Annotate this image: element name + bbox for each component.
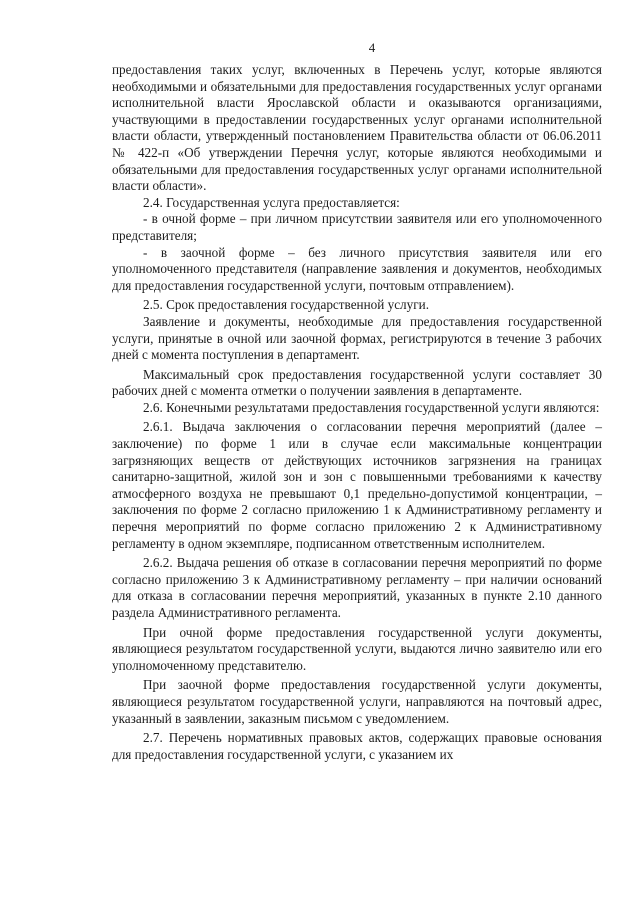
paragraph-2-6: 2.6. Конечными результатами предоставления государственной услуги являются:	[143, 399, 600, 415]
paragraph-remote-form: - в заочной форме – без личного присутствия заявителя или его уполномоченного представителя (направление заявления и документов, необходимых для предоставления государственной услуги, почтовым отправлением).	[112, 244, 602, 293]
paragraph-continuation: предоставления таких услуг, включенных в Перечень услуг, которые являются необходимыми и обязательными для предоставления государственных услуг органами исполнительной власти Ярославской области и оказываются организациями, участвующими в предоставлении государственных услуг органами исполнительной власти области, утвержденный постановлением Правительства области от 06.06.2011 № 422-п «Об утверждении Перечня услуг, которые являются необходимыми и обязательными для предоставления государственных услуг органами исполнительной власти области».	[112, 62, 602, 194]
paragraph-2-6-1: 2.6.1. Выдача заключения о согласовании перечня мероприятий (далее – заключение) по форме 1 или в случае если максимальные концентрации загрязняющих веществ от действующих источников загрязнения на границах санитарно-защитной, жилой зон и зон с повышенными требованиями к качеству атмосферного воздуха не превышают 0,1 предельно-допустимой концентрации, – заключения по форме 2 согласно приложению 1 к Административному регламенту и перечня мероприятий по форме согласно приложению 2 к Административному регламенту в одном экземпляре, подписанном ответственным исполнителем.	[112, 419, 602, 551]
paragraph-remote-result: При заочной форме предоставления государственной услуги документы, являющиеся результатом государственной услуги, направляются на почтовый адрес, указанный в заявлении, заказным письмом с уведомлением.	[112, 677, 602, 726]
paragraph-registration: Заявление и документы, необходимые для предоставления государственной услуги, принятые в очной или заочной формах, регистрируются в течение 3 рабочих дней с момента поступления в департамент.	[112, 313, 602, 363]
paragraph-2-5: 2.5. Срок предоставления государственной услуги.	[143, 297, 429, 313]
paragraph-2-6-2: 2.6.2. Выдача решения об отказе в согласовании перечня мероприятий по форме согласно приложению 3 к Административному регламенту – при наличии оснований для отказа в согласовании перечня мероприятий, указанных в пункте 2.10 данного раздела Административного регламента.	[112, 555, 602, 620]
document-body	[112, 62, 602, 763]
paragraph-2-7: 2.7. Перечень нормативных правовых актов, содержащих правовые основания для предоставления государственной услуги, с указанием их	[112, 730, 602, 762]
paragraph-2-4: 2.4. Государственная услуга предоставляется:	[143, 194, 400, 210]
paragraph-in-person-form: - в очной форме – при личном присутствии заявителя или его уполномоченного представителя;	[112, 211, 602, 243]
paragraph-max-term: Максимальный срок предоставления государственной услуги составляет 30 рабочих дней с момента отметки о получении заявления в департаменте.	[112, 366, 602, 399]
page-number: 4	[368, 40, 376, 55]
paragraph-in-person-result: При очной форме предоставления государственной услуги документы, являющиеся результатом государственной услуги, выдаются лично заявителю или его уполномоченному представителю.	[112, 624, 602, 673]
